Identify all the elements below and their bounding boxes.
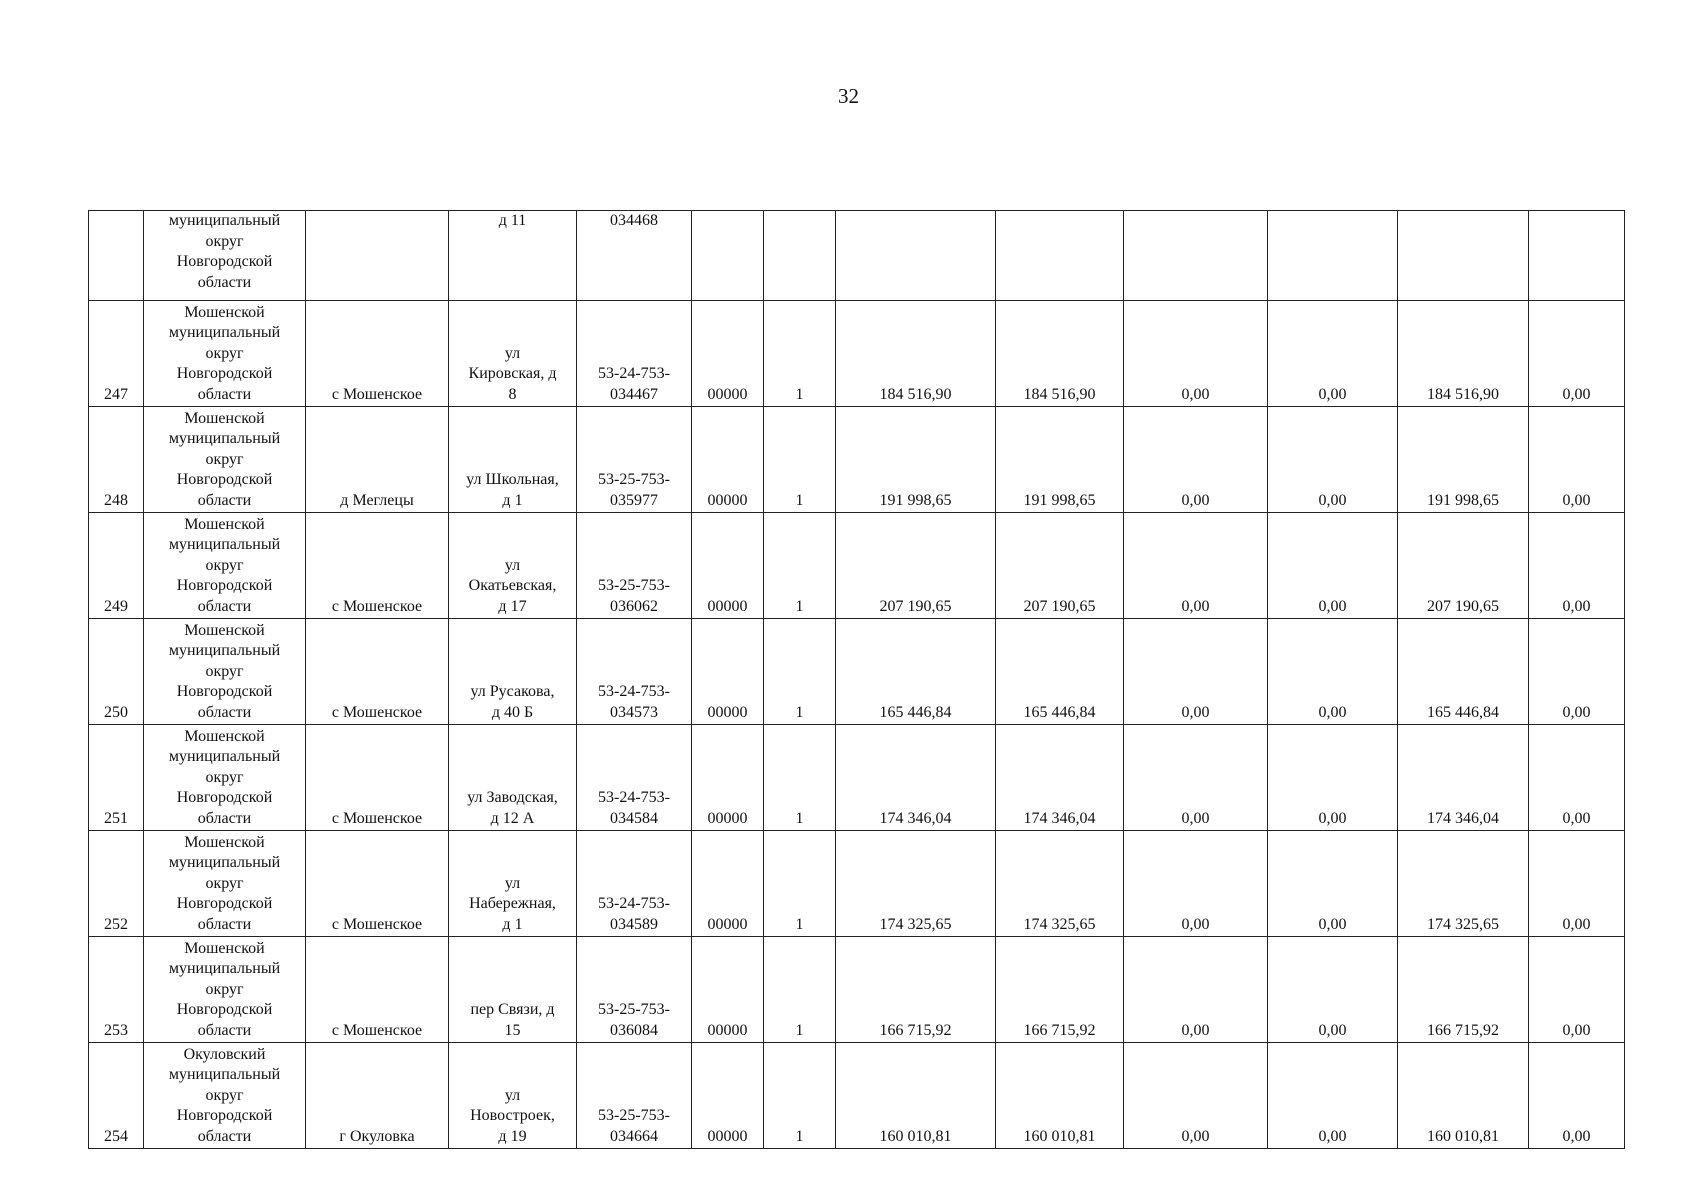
cell-address: ул Набережная, д 1 (449, 831, 577, 937)
cell-number: 247 (89, 301, 144, 407)
cell-number: 249 (89, 513, 144, 619)
cell-amount-3: 0,00 (1124, 513, 1268, 619)
cell-code: 53-24-753- 034467 (577, 301, 692, 407)
cell-amount-5: 207 190,65 (1398, 513, 1529, 619)
cell-amount-6: 0,00 (1529, 301, 1625, 407)
cell-empty (764, 211, 836, 301)
cell-locality: с Мошенское (306, 619, 449, 725)
cell-locality: с Мошенское (306, 301, 449, 407)
cell-amount-total: 166 715,92 (836, 937, 996, 1043)
cell-code: 53-25-753- 036062 (577, 513, 692, 619)
cell-number: 250 (89, 619, 144, 725)
cell-address: ул Русакова, д 40 Б (449, 619, 577, 725)
cell-amount-total: 191 998,65 (836, 407, 996, 513)
cell-amount-2: 160 010,81 (996, 1043, 1124, 1149)
cell-amount-6: 0,00 (1529, 937, 1625, 1043)
cell-quantity: 1 (764, 937, 836, 1043)
cell-quantity: 1 (764, 725, 836, 831)
cell-number: 252 (89, 831, 144, 937)
cell-amount-5: 165 446,84 (1398, 619, 1529, 725)
cell-locality: г Окуловка (306, 1043, 449, 1149)
cell-amount-total: 160 010,81 (836, 1043, 996, 1149)
cell-amount-5: 174 325,65 (1398, 831, 1529, 937)
cell-number: 251 (89, 725, 144, 831)
table-row (89, 301, 1625, 407)
cell-address: ул Заводская, д 12 А (449, 725, 577, 831)
cell-code-k: 00000 (692, 619, 764, 725)
cell-district: Мошенской муниципальный округ Новгородской области (144, 513, 306, 619)
cell-district: Мошенской муниципальный округ Новгородской области (144, 831, 306, 937)
cell-locality: с Мошенское (306, 725, 449, 831)
cell-quantity: 1 (764, 619, 836, 725)
cell-amount-2: 191 998,65 (996, 407, 1124, 513)
cell-amount-3: 0,00 (1124, 301, 1268, 407)
cell-amount-5: 160 010,81 (1398, 1043, 1529, 1149)
cell-amount-5: 174 346,04 (1398, 725, 1529, 831)
cell-code: 53-24-753- 034573 (577, 619, 692, 725)
cell-address: ул Окатьевская, д 17 (449, 513, 577, 619)
cell-address: ул Школьная, д 1 (449, 407, 577, 513)
cell-district: Мошенской муниципальный округ Новгородской области (144, 407, 306, 513)
cell-amount-5: 191 998,65 (1398, 407, 1529, 513)
cell-code-k: 00000 (692, 831, 764, 937)
cell-amount-5: 184 516,90 (1398, 301, 1529, 407)
table-row (89, 1043, 1625, 1149)
cell-amount-6: 0,00 (1529, 619, 1625, 725)
cell-amount-6: 0,00 (1529, 725, 1625, 831)
data-table (88, 210, 1625, 1149)
cell-amount-total: 184 516,90 (836, 301, 996, 407)
cell-district: Мошенской муниципальный округ Новгородской области (144, 725, 306, 831)
cell-code: 53-24-753- 034589 (577, 831, 692, 937)
cell-amount-6: 0,00 (1529, 1043, 1625, 1149)
cell-locality: с Мошенское (306, 513, 449, 619)
cell-quantity: 1 (764, 513, 836, 619)
cell-code-k: 00000 (692, 301, 764, 407)
cell-empty (1268, 211, 1398, 301)
cell-address: ул Кировская, д 8 (449, 301, 577, 407)
cell-district: Мошенской муниципальный округ Новгородской области (144, 301, 306, 407)
table-row (89, 619, 1625, 725)
page-number: 32 (838, 84, 859, 108)
cell-amount-3: 0,00 (1124, 619, 1268, 725)
cell-locality: с Мошенское (306, 831, 449, 937)
cell-amount-2: 166 715,92 (996, 937, 1124, 1043)
table-row (89, 725, 1625, 831)
cell-amount-total: 174 325,65 (836, 831, 996, 937)
cell-district: муниципальный округ Новгородской области (144, 211, 306, 301)
cell-district: Мошенской муниципальный округ Новгородской области (144, 619, 306, 725)
cell-amount-6: 0,00 (1529, 513, 1625, 619)
cell-locality (306, 211, 449, 301)
cell-code: 034468 (577, 211, 692, 301)
cell-amount-2: 207 190,65 (996, 513, 1124, 619)
table-row-continued (89, 211, 1625, 301)
cell-empty (692, 211, 764, 301)
cell-amount-4: 0,00 (1268, 831, 1398, 937)
cell-empty (1529, 211, 1625, 301)
cell-amount-3: 0,00 (1124, 937, 1268, 1043)
cell-empty (836, 211, 996, 301)
cell-amount-2: 174 346,04 (996, 725, 1124, 831)
cell-amount-6: 0,00 (1529, 407, 1625, 513)
cell-amount-2: 165 446,84 (996, 619, 1124, 725)
cell-code-k: 00000 (692, 937, 764, 1043)
cell-empty (996, 211, 1124, 301)
cell-code-k: 00000 (692, 1043, 764, 1149)
cell-amount-3: 0,00 (1124, 407, 1268, 513)
cell-number (89, 211, 144, 301)
cell-amount-4: 0,00 (1268, 513, 1398, 619)
cell-code: 53-25-753- 036084 (577, 937, 692, 1043)
table-row (89, 407, 1625, 513)
cell-quantity: 1 (764, 407, 836, 513)
cell-amount-4: 0,00 (1268, 619, 1398, 725)
cell-code-k: 00000 (692, 513, 764, 619)
cell-amount-4: 0,00 (1268, 301, 1398, 407)
cell-amount-4: 0,00 (1268, 725, 1398, 831)
cell-amount-3: 0,00 (1124, 1043, 1268, 1149)
cell-empty (1124, 211, 1268, 301)
cell-quantity: 1 (764, 831, 836, 937)
cell-code: 53-25-753- 035977 (577, 407, 692, 513)
cell-quantity: 1 (764, 301, 836, 407)
cell-code-k: 00000 (692, 725, 764, 831)
table-body (89, 211, 1625, 1149)
cell-number: 254 (89, 1043, 144, 1149)
cell-amount-total: 207 190,65 (836, 513, 996, 619)
cell-quantity: 1 (764, 1043, 836, 1149)
cell-amount-4: 0,00 (1268, 407, 1398, 513)
cell-amount-5: 166 715,92 (1398, 937, 1529, 1043)
cell-address: ул Новостроек, д 19 (449, 1043, 577, 1149)
table-row (89, 513, 1625, 619)
cell-amount-4: 0,00 (1268, 1043, 1398, 1149)
cell-empty (1398, 211, 1529, 301)
cell-code: 53-24-753- 034584 (577, 725, 692, 831)
cell-amount-3: 0,00 (1124, 831, 1268, 937)
cell-code: 53-25-753- 034664 (577, 1043, 692, 1149)
cell-address: д 11 (449, 211, 577, 301)
table-row (89, 831, 1625, 937)
cell-code-k: 00000 (692, 407, 764, 513)
cell-amount-6: 0,00 (1529, 831, 1625, 937)
cell-amount-2: 184 516,90 (996, 301, 1124, 407)
cell-district: Окуловский муниципальный округ Новгородской области (144, 1043, 306, 1149)
cell-amount-3: 0,00 (1124, 725, 1268, 831)
cell-amount-total: 174 346,04 (836, 725, 996, 831)
cell-district: Мошенской муниципальный округ Новгородской области (144, 937, 306, 1043)
table-row (89, 937, 1625, 1043)
cell-address: пер Связи, д 15 (449, 937, 577, 1043)
cell-locality: с Мошенское (306, 937, 449, 1043)
cell-amount-2: 174 325,65 (996, 831, 1124, 937)
cell-amount-total: 165 446,84 (836, 619, 996, 725)
cell-number: 248 (89, 407, 144, 513)
cell-number: 253 (89, 937, 144, 1043)
cell-amount-4: 0,00 (1268, 937, 1398, 1043)
cell-locality: д Меглецы (306, 407, 449, 513)
